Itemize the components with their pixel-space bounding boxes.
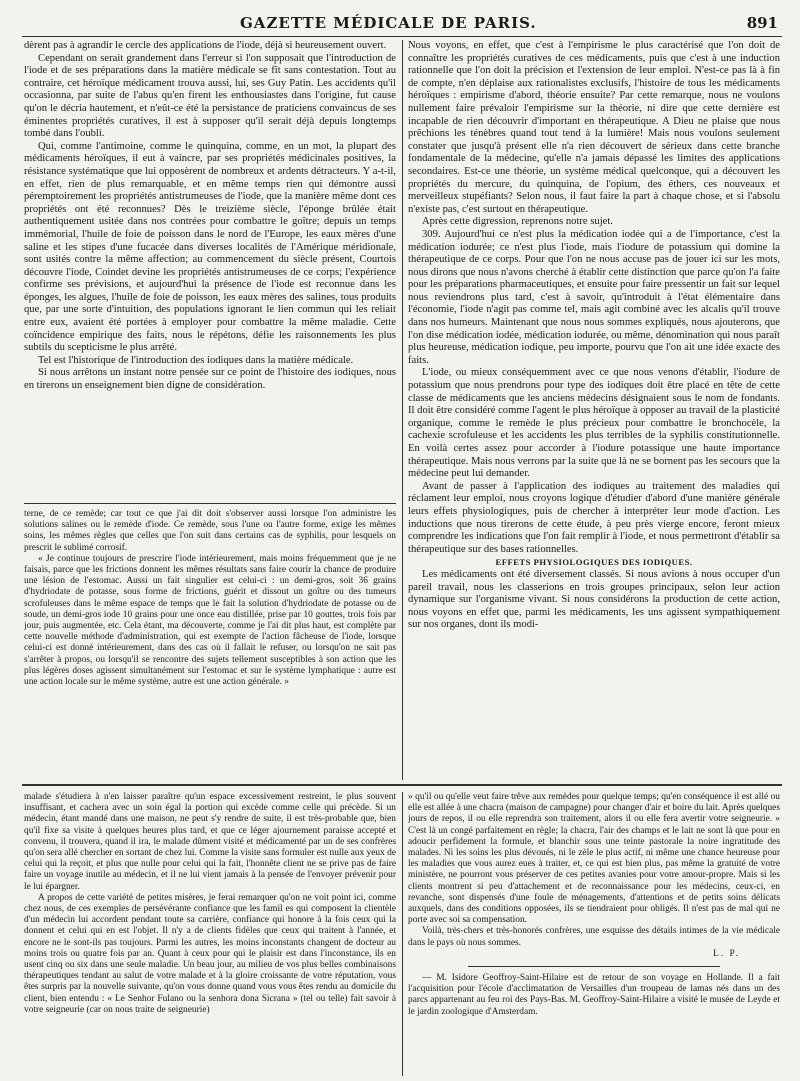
feuilleton-rule xyxy=(22,784,782,786)
page-number: 891 xyxy=(746,14,778,32)
news-divider xyxy=(468,966,720,967)
paragraph: Cependant on serait grandement dans l'erreur si l'on supposait que l'introduction de l'iode et de ses préparations dans la matière médicale se fît sans contestation. Tout au contraire, cet héroïque médicament trouva aussi, lui, ses Guy Patin. Les accidents qu'il occasionna, par suite de l'abus qu'en firent les enthousiastes dans l'origine, fut cause qu'on le décria hautement, et n'eût-ce été la persistance de praticiens convaincus de ses éminentes propriétés curatives, il est à supposer qu'il serait déjà depuis longtemps tombé dans l'oubli. xyxy=(24,52,396,140)
bottom-column-separator xyxy=(402,792,403,1076)
paragraph: Qui, comme l'antimoine, comme le quinquina, comme, en un mot, la plupart des médicaments héroïques, il eut à vaincre, par ses propriétés médicinales positives, la résistance systématique que lui opposèrent de nombreux et ardents détracteurs. Y a-t-il, en effet, rien de plus remarquable, et en même temps rien qui démontre aussi péremptoirement les propriétés antistrumeuses de l'iode, que la manière même dont ces propriétés ont été reconnues? Dès le treizième siècle, l'éponge brûlée était authentiquement usitée dans nos contrées pour combattre le goître; depuis un temps immémorial, l'huile de foie de poisson dans le nord de l'Europe, les eaux mères d'une saline et les stipes d'une fucacée dans diverses localités de l'Amérique méridionale, sont usités contre la même affection; au commencement du siècle présent, Courtois découvre l'iode, Coindet devine les propriétés antistrumeuses de ce corps; l'expérience confirme ses prévisions, et aujourd'hui la présence de l'iode est reconnue dans les éponges, les algues, l'huile de foie de poisson, les eaux mères des salines, tous produits que, par une sorte d'intuition, des populations ignorant le lien commun qui les reliait entre eux, avaient été portées à employer pour combattre la même maladie. Cette coïncidence empirique des faits, nous le répétons, défie les raisonnements les plus subtils du scepticisme le plus arrêté. xyxy=(24,140,396,354)
header-rule xyxy=(22,36,782,37)
paragraph: Tel est l'historique de l'introduction des iodiques dans la matière médicale. xyxy=(38,354,354,366)
paragraph: malade s'étudiera à n'en laisser paraître qu'un espace excessivement restreint, le plus souvent insuffisant, et cachera avec un soin égal la portion qui excède comme celle qui précède. Si un médecin, étant mandé dans une maison, ne peut s'y rendre de suite, il est très-probable que, bien qu'il fixe sa visite à quelques heures plus tard, et que ce léger ajournement paraisse accepté et convenu, il trouvera, quand il ira, le malade dûment visité et médicamenté par un de ses confrères qu'on sera allé chercher en sortant de chez lui. Comme la visite sans formuler est nulle aux yeux de celui qui la reçoit, et plus que nulle pour celui qui la fait, l'honnête client ne se prive pas de faire faire un voyage inutile au médecin, et il ne lui vient jamais à la pensée de l'envoyer prévenir pour le lui épargner. xyxy=(24,792,396,892)
paragraph: L'iode, ou mieux conséquemment avec ce que nous venons d'établir, l'iodure de potassium que nous prendrons pour type des iodiques doit être placé en tête de cette classe de médicaments que les anciens médecins désignaient sous le nom de fondants. Il doit être considéré comme l'agent le plus héroïque à opposer au travail de la plasticité organique, comme le remède le plus précieux pour combattre le bronchocèle, la cachexie scrofuleuse et les accidents les plus terribles de la syphilis constitutionnelle. En voilà certes assez pour accorder à l'iodure potassique une haute importance thérapeutique. Mais nous verrons par la suite que là ne se bornent pas les secours que la médecine peut lui demander. xyxy=(408,367,780,480)
left-footnote-column xyxy=(24,509,396,779)
page-title: GAZETTE MÉDICALE DE PARIS. xyxy=(240,14,537,32)
news-item: — M. Isidore Geoffroy-Saint-Hilaire est de retour de son voyage en Hollande. Il a fait l'acquisition pour l'école d'acclimatation de Versailles d'un troupeau de lamas nés dans un des parcs appartenant au feu roi des Pays-Bas. M. Geoffroy-Saint-Hilaire a visité le musée de Leyde et le jardin zoologique d'Amsterdam. xyxy=(408,973,780,1017)
paragraph: A propos de cette variété de petites misères, je ferai remarquer qu'on ne voit point ici, comme chez nous, de ces exemples de persévérante confiance que les famil es qui composent la clientèle d'un médecin lui accordent pendant toute sa carrière, confiance qui honore à la fois ceux qui la donnent et celui qui en est l'objet. Il n'y a de clients fidèles que ceux qui traitent à l'année, et encore ne le sont-ils pas toujours. Parmi les autres, les moins inconstants changent de docteur au moins trois ou quatre fois par an. Quant à ceux pour qui le plaisir est dans l'inconstance, ils en usent cinq ou six dans une seule maladie. Un beau jour, au milieu de vos plus belles combinaisons thérapeutiques tendant au salut de votre malade et à la gloire croissante de votre réputation, vous êtes surpris par la nouvelle suivante, qu'on vous donne quand vous vous êtes rendu au domicile du client, bien entendu : « Le Senhor Fulano ou la senhora dona Sicrana » (tel ou telle) fait savoir à votre seigneurie (car on nous traite de seigneurie) xyxy=(24,892,396,1015)
paragraph: Si nous arrêtons un instant notre pensée sur ce point de l'histoire des iodiques, nous en tirerons un enseignement bien digne de considération. xyxy=(24,367,396,392)
bottom-left-column xyxy=(24,792,396,1076)
paragraph: dèrent pas à agrandir le cercle des applications de l'iode, déjà si heureusement ouvert. xyxy=(24,40,387,51)
page-header xyxy=(0,0,800,40)
column-separator xyxy=(402,40,403,780)
section-heading: EFFETS PHYSIOLOGIQUES DES IODIQUES. xyxy=(495,557,693,568)
signature: L. P. xyxy=(713,948,740,959)
right-column-article xyxy=(408,40,780,780)
paragraph: » qu'il ou qu'elle veut faire trêve aux remèdes pour quelque temps; qu'en conséquence il est allé ou elle est allée à une chacra (maison de campagne) pour changer d'air et boire du lait. Après quelques jours de repos, il ou elle reprendra son traitement, alors il ou elle fera avertir votre seigneurie. » C'est là un congé parfaitement en règle; la chacra, l'air des champs et le lait ne sont là que pour en adoucir perfidement la formule, et blanchir sous une teinte pastorale la noire ingratitude des malades. Ni les soins les plus dévoués, ni le zèle le plus actif, ni même une chance heureuse pour les maladies que vous aurez eues à traiter, et, ce qui est bien plus, pas même la gratuité de votre ministère, ne pourront vous préserver de ces petites avanies pour votre amour-propre. Mais si les clients montrent si peu d'attachement et de reconnaissance pour les médecins, ceux-ci, en revanche, sont dispensés d'une foule de ménagements, d'attentions et de petits soins délicats auxquels, dans des conditions opposées, ils se tiendraient pour obligés. Il n'est pas de mal qui ne porte avec soi sa compensation. xyxy=(408,792,780,926)
paragraph: Les médicaments ont été diversement classés. Si nous avions à nous occuper d'un pareil travail, nous les classerions en trois groupes principaux, selon leur action dynamique sur l'organisme vivant. Si nous considérons la production de cette action, nous voyons en effet que, parmi les médicaments, les uns agissent sympathiquement sur nos organes, dont ils modi- xyxy=(408,568,780,631)
paragraph: terne, de ce remède; car tout ce que j'ai dit doit s'observer aussi lorsque l'on administre les solutions salines ou le remède d'iode. Ce remède, sous l'une ou l'autre forme, exige les mêmes soins, les mêmes règles que celles que l'on suit dans certains cas de syphilis, pour lesquels on prescrit le sublimé corrosif. xyxy=(24,509,396,553)
paragraph: 309. Aujourd'hui ce n'est plus la médication iodée qui a de l'importance, c'est la médication iodurée; ce n'est plus l'iode, mais l'iodure de potassium qui domine la thérapeutique de ce corps. Pour que l'on ne nous accuse pas de jouer ici sur les mots, nous dirons que nous n'avons cherché à établir cette distinction que parce qu'on l'a faite pour les préparations pharmaceutiques, et ensuite pour faire pressentir un fait sur lequel nous reviendrons plus tard, c'est à savoir, qu'introduit à l'état élémentaire dans l'économie, l'iode n'agit pas comme tel, mais agit combiné avec les alcalis qu'il trouve dans nos humeurs. Maintenant que nous nous sommes expliqués, nous ajouterons, que l'on dise médication iodée, médication iodurée, ou même, dénomination qui nous paraît plus heureuse, médication iodique, peu importe, pourvu que l'on ait une idée exacte des faits. xyxy=(408,228,780,366)
paragraph: Voilà, très-chers et très-honorés confrères, une esquisse des détails intimes de la vie médicale dans le pays où nous sommes. xyxy=(408,926,780,948)
paragraph: Après cette digression, reprenons notre sujet. xyxy=(422,216,613,228)
paragraph: Nous voyons, en effet, que c'est à l'empirisme le plus caractérisé que l'on doit de connaître les propriétés curatives de ces médicaments, puis que c'est à une induction rationnelle que l'on doit la précision et l'extension de leur emploi. N'est-ce pas là à fin de compte, n'en déplaise aux rationalistes exclusifs, l'histoire de tous les médicaments héroïques : empirisme d'abord, théorie ensuite? Par cette remarque, nous ne voulons nullement faire prévaloir l'empirisme sur la théorie, ni dire que cette dernière est incapable de rien découvrir d'important en thérapeutique. A Dieu ne plaise que nous prêchions les ténèbres quand tout tend à la lumière! Mais nous voulons seulement constater que jusqu'à présent elle n'a rien découvert de sérieux dans cette branche fondamentale de la médecine, qu'elle n'a jamais dépassé les limites des applications secondaires. Est-ce une théorie, un système médical quelconque, qui a découvert les propriétés du mercure, du quinquina, de l'opium, des éthers, ces nouveaux et merveilleux stupéfiants? Selon nous, il faut faire la part à chaque chose, et si l'absolu n'existe pas, c'est surtout en thérapeutique. xyxy=(408,40,780,215)
left-column-article xyxy=(24,40,396,498)
left-column-divider xyxy=(24,503,396,504)
bottom-right-column xyxy=(408,792,780,1076)
paragraph: « Je continue toujours de prescrire l'iode intérieurement, mais moins fréquemment que je ne faisais, parce que les frictions donnent les mêmes résultats sans faire courir la chance de produire une lésion de l'estomac. Aussi un fait singulier est celui-ci : un demi-gros, soit 36 grains d'hydriodate de potasse, sous forme de frictions, guérit et dissout un goître ou des tumeurs scrofuleuses dans le même espace de temps que le fait la solution d'hydriodate de potasse ou de soude, un demi-gros iode 10 grains pour une once eau distillée, prise par 10 gouttes, trois fois par jour, puis augmentée, etc. Cela étant, ma découverte, comme je l'ai dit plus haut, est complète par cette nouvelle méthode d'administration, qui est exempte de l'action fâcheuse de l'iode, lorsque celui-ci est donné intérieurement, dans des cas où il fallait le refuser, ou lorsqu'on ne sait pas s'arrêter à propos, ou lorsqu'il se rencontre des sujets tellement susceptibles à son action que les plus légères doses agissent simultanément sur l'estomac et sur le système lymphatique : autre est une action locale sur le même système, autre est une action générale. » xyxy=(24,553,396,688)
paragraph: Avant de passer à l'application des iodiques au traitement des maladies qui réclament leur emploi, nous croyons logique d'étudier d'abord d'une manière générale leurs effets physiologiques, puis de chercher à interpréter leur mode d'action. Les inductions que nous tirerons de cette étude, à peu près vierge encore, feront mieux comprendre les indications que l'on fait remplir à l'iode, et nous permettront d'établir sa thérapeutique sur des bases rationnelles. xyxy=(408,480,780,555)
